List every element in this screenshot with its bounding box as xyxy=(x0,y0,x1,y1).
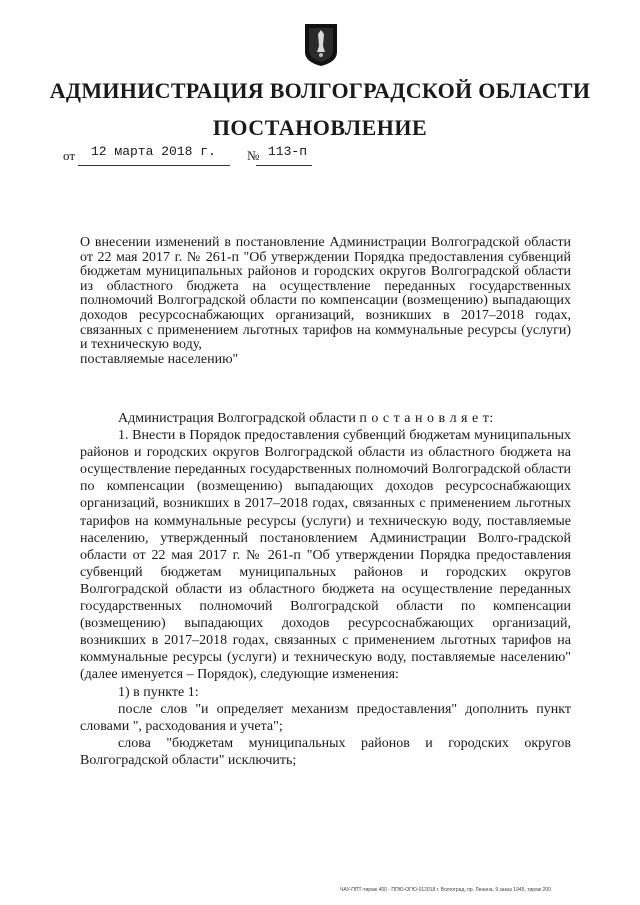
subject-text: О внесении изменений в постановление Администрации Волгоградской области от 22 мая 2017 г. № 261-п "Об утверждении Порядка предоставления субвенций бюджетам муниципальных районов и городских округов Волгоградской области из областного бюджета на осуществление переданных государственных полномочий Волгоградской области по компенсации (возмещению) выпадающих доходов ресурсоснабжающих организаций, возникших в 2017–2018 годах, связанных с применением льготных тарифов на коммунальные ресурсы (услуги) и техническую воду, xyxy=(80,235,571,353)
number-prefix: № xyxy=(247,148,260,163)
decree-word: п о с т а н о в л я е т: xyxy=(359,411,494,426)
subitem-1-b: слова "бюджетам муниципальных районов и городских округов Волгоградской области" исключить; xyxy=(80,735,571,768)
item-1: 1. Внести в Порядок предоставления субвенций бюджетам муниципальных районов и городских округов Волгоградской области из областного бюджета на осуществление переданных государственных полномочий Волгоградской области по компенсации (возмещению) выпадающих доходов ресурсоснабжающих организаций, возникших в 2017–2018 годах, связанных с применением льготных тарифов на коммунальные ресурсы (услуги) и техническую воду, поставляемые населению, утвержденный постановлением Администрации Волго-градской области от 22 мая 2017 г. № 261-п "Об утверждении Порядка предоставления субвенций бюджетам муниципальных районов и городских округов Волгоградской области из областного бюджета на осуществление переданных государственных полномочий Волгоградской области по компенсации (возмещению) выпадающих доходов ресурсоснабжающих организаций, возникших в 2017–2018 годах, связанных с применением льготных тарифов на коммунальные ресурсы (услуги) и техническую воду, поставляемые населению" (далее именуется – Порядок), следующие изменения: xyxy=(80,428,571,683)
document-type-title: ПОСТАНОВЛЕНИЕ xyxy=(212,115,428,140)
date-prefix: от xyxy=(63,148,76,163)
subitem-1: 1) в пункте 1: xyxy=(118,684,199,700)
organization-title: АДМИНИСТРАЦИЯ ВОЛГОГРАДСКОЙ ОБЛАСТИ xyxy=(49,78,591,103)
number-underline xyxy=(256,165,312,166)
date-underline xyxy=(78,165,230,166)
subject-last-line: поставляемые населению" xyxy=(80,351,239,367)
document-number: 113-п xyxy=(268,144,308,159)
document-subject xyxy=(80,236,571,367)
document-date: 12 марта 2018 г. xyxy=(91,144,216,159)
preamble-text: Администрация Волгоградской области xyxy=(118,411,356,426)
document-body xyxy=(80,410,571,769)
subitem-1-a: после слов "и определяет механизм предоставления" дополнить пункт словами ", расходования и учета"; xyxy=(80,701,571,734)
coat-of-arms-icon xyxy=(303,22,339,68)
preamble xyxy=(80,410,571,427)
print-mark: ЧАУ-ППТ-тираж 400 - ППЮ-ОГЮ-012018 г. Волгоград, пр. Ленина, 9 заказ 1945, тираж 200 xyxy=(340,887,551,893)
